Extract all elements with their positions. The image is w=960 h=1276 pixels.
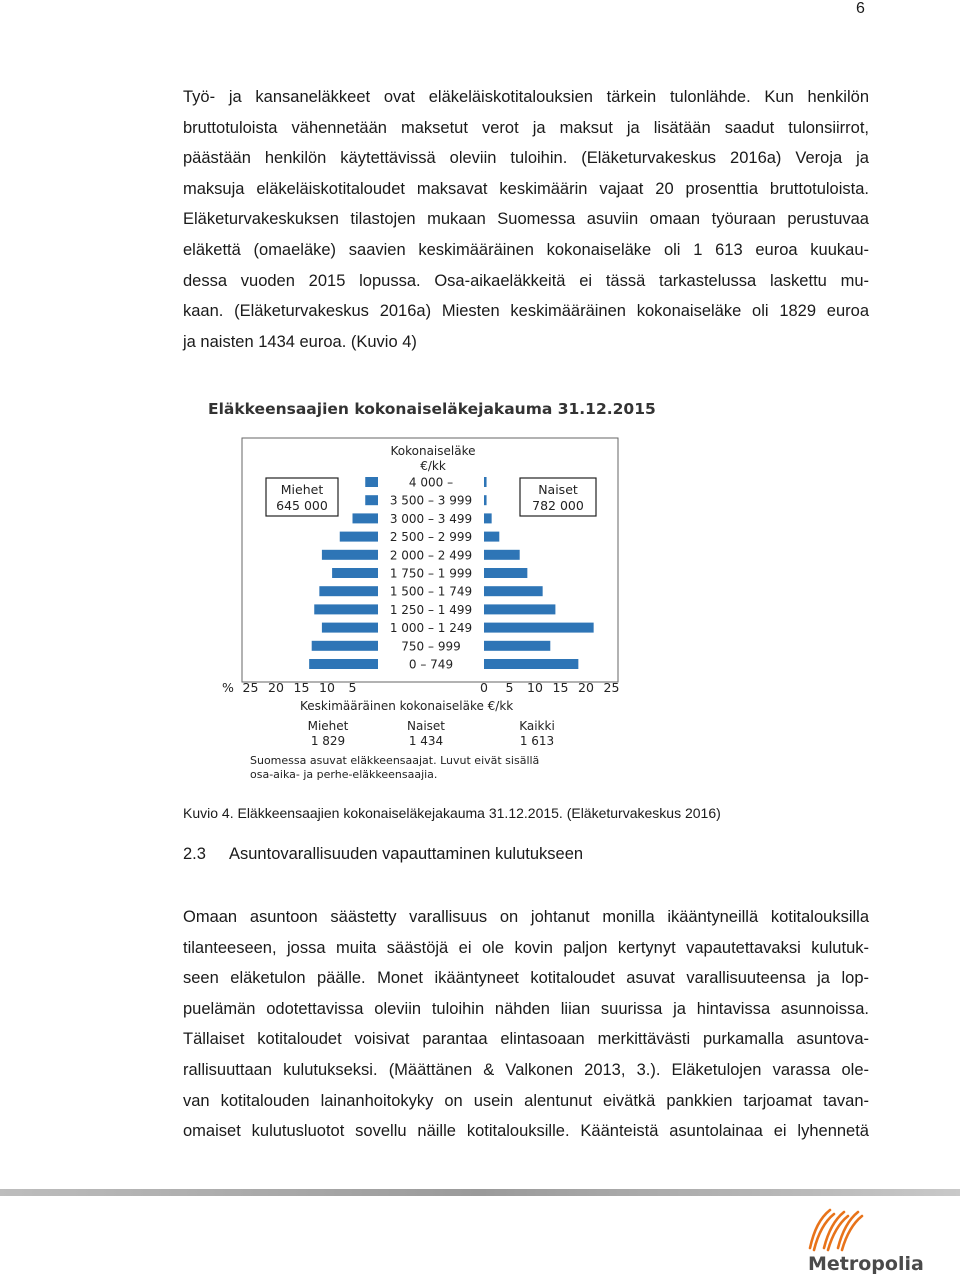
category-label: 2 500 – 2 999 (389, 530, 473, 545)
paragraph-line: kaan. (Eläketurvakeskus 2016a) Miesten keskimääräinen kokonaiseläke oli 1829 euroa (183, 302, 869, 321)
figure-note-line2: osa-aika- ja perhe-eläkkeensaajia. (250, 768, 438, 781)
x-tick-left: 15 (293, 680, 310, 695)
footer-divider (0, 1188, 960, 1197)
x-tick-right: 10 (527, 680, 543, 695)
paragraph-line: puelämän odotettavissa oleviin tuloihin nähden liian suurissa ja hintavissa asunnoissa. (183, 999, 869, 1018)
men-bar (309, 659, 378, 669)
women-bar (484, 568, 527, 578)
men-bar (365, 495, 378, 505)
women-bar (484, 586, 543, 596)
men-count: 645 000 (276, 498, 328, 513)
avg-men-value: 1 829 (310, 734, 346, 748)
logo-stroke (842, 1216, 862, 1250)
men-bar (353, 513, 379, 523)
paragraph-line: rallisuuttaan kulutukseksi. (Määttänen & Valkonen 2013, 3.). Eläketulojen varassa ole- (183, 1060, 869, 1079)
logo-stroke (824, 1212, 844, 1248)
body-paragraph-1 (183, 82, 869, 357)
left-axis-unit: % (222, 680, 234, 695)
logo-stroke (810, 1210, 830, 1248)
section-number: 2.3 (183, 845, 206, 863)
avg-all-label: Kaikki (519, 719, 555, 733)
paragraph-line: tilanteeseen, jossa muita säästöjä ei ole kovin paljon kertynyt vapautettavaksi kulutuk- (183, 938, 869, 957)
women-count: 782 000 (532, 498, 584, 513)
logo-text: Metropolia (808, 1253, 924, 1275)
category-label: 2 000 – 2 499 (389, 548, 473, 563)
figure-title: Eläkkeensaajien kokonaiseläkejakauma 31.12.2015 (208, 400, 656, 418)
paragraph-line: maksuja eläkeläiskotitaloudet maksavat keskimäärin vajaat 20 prosenttia bruttotuloista. (183, 179, 869, 198)
category-label: 0 – 749 (408, 657, 454, 672)
paragraph-line: päästään henkilön käytettävissä oleviin tuloihin. (Eläketurvakeskus 2016a) Veroja ja (183, 149, 869, 168)
category-label: 1 000 – 1 249 (389, 621, 473, 636)
men-bar (322, 550, 378, 560)
category-label: 1 500 – 1 749 (389, 584, 473, 599)
center-label-line1: Kokonaiseläke (390, 444, 476, 458)
avg-men-label: Miehet (307, 719, 349, 733)
men-bar (312, 641, 378, 651)
women-bar (484, 641, 550, 651)
figure-caption: Kuvio 4. Eläkkeensaajien kokonaiseläkejakauma 31.12.2015. (Eläketurvakeskus 2016) (183, 805, 721, 821)
men-bar (332, 568, 378, 578)
men-bar (365, 477, 378, 487)
women-bar (484, 477, 487, 487)
paragraph-line: van kotitalouden lainanhoitokyky on usein alentunut eivätkä pankkien tarjoamat tavan- (183, 1091, 869, 1110)
category-label: 1 250 – 1 499 (389, 602, 473, 617)
women-bar (484, 550, 520, 560)
x-tick-left: 20 (268, 680, 284, 695)
paragraph-line: eläkettä (omaeläke) saavien keskimääräinen kokonaiseläke oli 1 613 euroa kuukau- (183, 240, 869, 259)
category-label: 1 750 – 1 999 (389, 566, 473, 581)
women-bar (484, 623, 594, 633)
metropolia-logo (790, 1200, 930, 1276)
paragraph-line: ja naisten 1434 euroa. (Kuvio 4) (183, 332, 417, 351)
avg-women-label: Naiset (406, 719, 446, 733)
paragraph-line: seen eläketulon päälle. Monet ikääntyneet kotitaloudet asuvat varallisuuteensa ja lop- (183, 969, 869, 988)
section-title: Asuntovarallisuuden vapauttaminen kulutukseen (229, 845, 584, 863)
category-label: 4 000 – (408, 475, 454, 490)
x-tick-right: 0 (480, 680, 488, 695)
x-tick-left: 5 (348, 680, 357, 695)
pension-distribution-figure (200, 392, 660, 787)
men-bar (340, 532, 378, 542)
women-label: Naiset (538, 482, 578, 497)
x-tick-right: 20 (578, 680, 594, 695)
x-tick-right: 25 (603, 680, 620, 695)
men-bar (314, 604, 378, 614)
x-tick-right: 15 (552, 680, 569, 695)
women-bar (484, 604, 555, 614)
figure-note-line1: Suomessa asuvat eläkkeensaajat. Luvut eivät sisällä (250, 754, 540, 767)
pension-chart (200, 392, 660, 787)
men-bar (319, 586, 378, 596)
x-tick-left: 10 (319, 680, 335, 695)
paragraph-line: Työ- ja kansaneläkkeet ovat eläkeläiskotitalouksien tärkein tulonlähde. Kun henkilön (183, 88, 869, 106)
paragraph-line: omaiset kulutusluotot sovellu näille kotitalouksille. Käänteistä asuntolainaa ei lyhennetä (183, 1122, 869, 1141)
avg-all-value: 1 613 (519, 734, 555, 748)
page-number: 6 (856, 0, 865, 17)
average-title: Keskimääräinen kokonaiseläke €/kk (300, 699, 514, 713)
paragraph-line: Omaan asuntoon säästetty varallisuus on johtanut monilla ikääntyneillä kotitalouksilla (183, 908, 869, 926)
x-tick-right: 5 (505, 680, 514, 695)
body-paragraph-2 (183, 902, 869, 1147)
category-label: 750 – 999 (401, 639, 461, 654)
men-label: Miehet (280, 482, 324, 497)
paragraph-line: bruttotuloista vähennetään maksetut verot ja maksut ja lisätään saadut tulonsiirrot, (183, 118, 869, 137)
men-bar (322, 623, 378, 633)
paragraph-line: Eläketurvakeskuksen tilastojen mukaan Suomessa asuviin omaan työuraan perustuvaa (183, 210, 869, 229)
category-label: 3 000 – 3 499 (389, 511, 473, 526)
women-bar (484, 495, 487, 505)
center-label-line2: €/kk (420, 459, 446, 473)
women-bar (484, 659, 578, 669)
avg-women-value: 1 434 (408, 734, 444, 748)
paragraph-line: Tällaiset kotitaloudet voisivat parantaa elintasoaan merkittävästi purkamalla asuntova- (183, 1030, 869, 1049)
women-bar (484, 532, 499, 542)
section-heading (183, 845, 583, 864)
paragraph-line: dessa vuoden 2015 lopussa. Osa-aikaeläkkeitä ei tässä tarkastelussa laskettu mu- (183, 271, 869, 290)
x-tick-left: 25 (242, 680, 259, 695)
women-bar (484, 513, 492, 523)
category-label: 3 500 – 3 999 (389, 493, 473, 508)
